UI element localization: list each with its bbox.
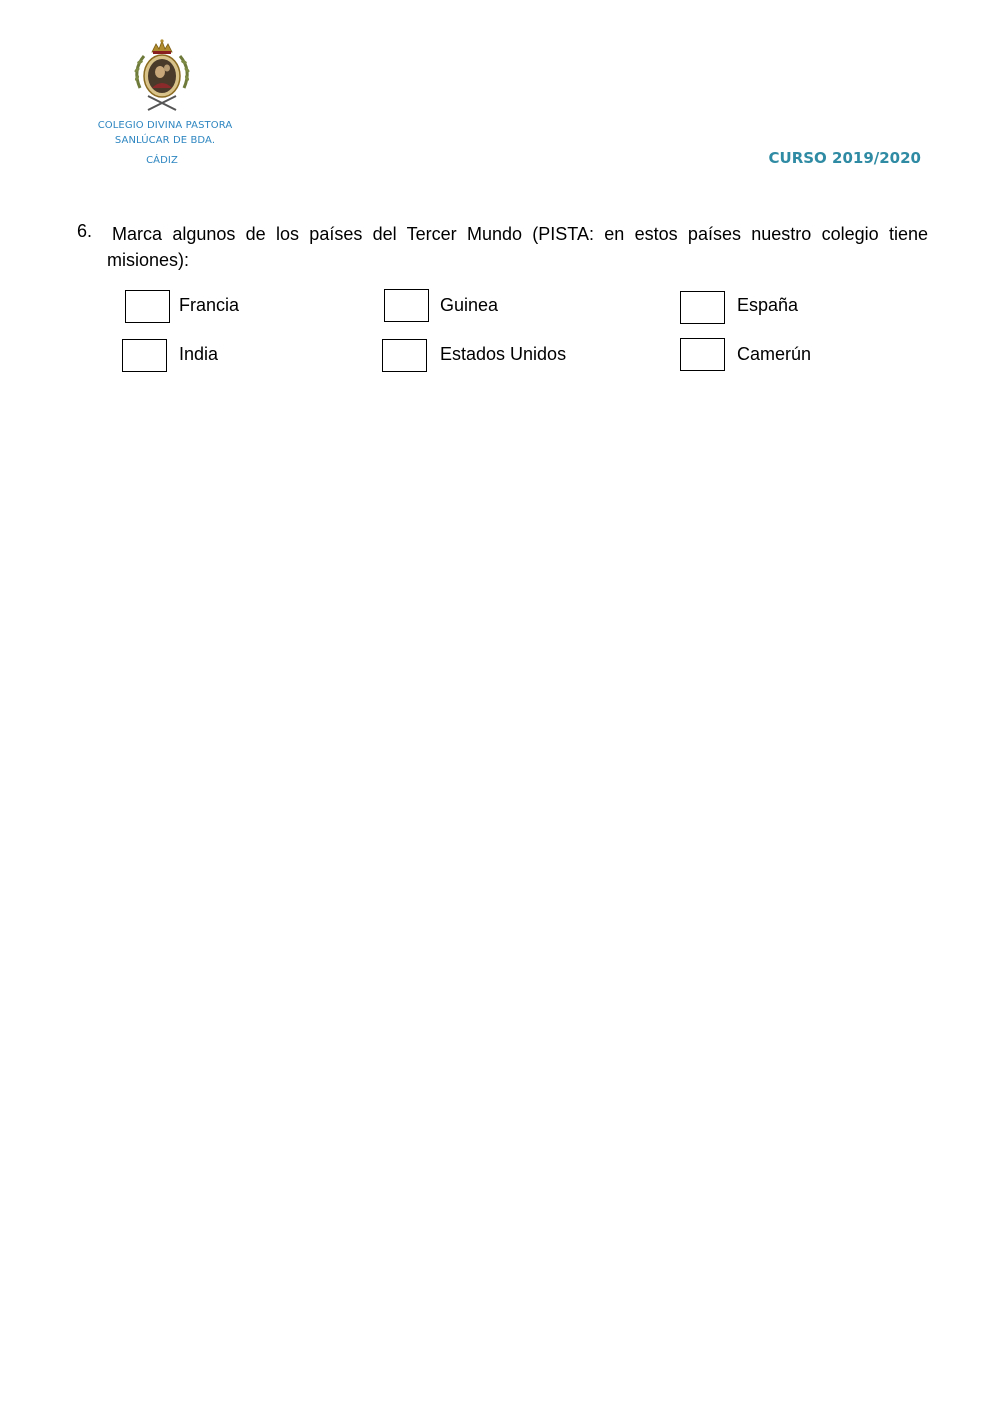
course-year: CURSO 2019/2020 — [768, 149, 921, 167]
option-label: Camerún — [737, 344, 812, 364]
checkbox[interactable] — [382, 339, 427, 372]
option-label: Estados Unidos — [440, 344, 567, 364]
option-label: España — [737, 295, 799, 315]
school-province: CÁDIZ — [146, 155, 178, 166]
checkbox[interactable] — [680, 291, 725, 324]
checkbox[interactable] — [125, 290, 170, 323]
checkbox[interactable] — [384, 289, 429, 322]
school-name: COLEGIO DIVINA PASTORA — [97, 120, 233, 131]
question-text: Marca algunos de los países del Tercer Mundo (PISTA: en estos países nuestro colegio tiene misiones): — [107, 224, 928, 270]
school-city: SANLÚCAR DE BDA. — [114, 135, 216, 146]
option-label: India — [179, 344, 219, 364]
checkbox[interactable] — [680, 338, 725, 371]
option-label: Guinea — [440, 295, 499, 315]
school-crest-icon — [126, 38, 198, 114]
checkbox[interactable] — [122, 339, 167, 372]
question-number: 6. — [77, 221, 93, 241]
option-label: Francia — [179, 295, 240, 315]
